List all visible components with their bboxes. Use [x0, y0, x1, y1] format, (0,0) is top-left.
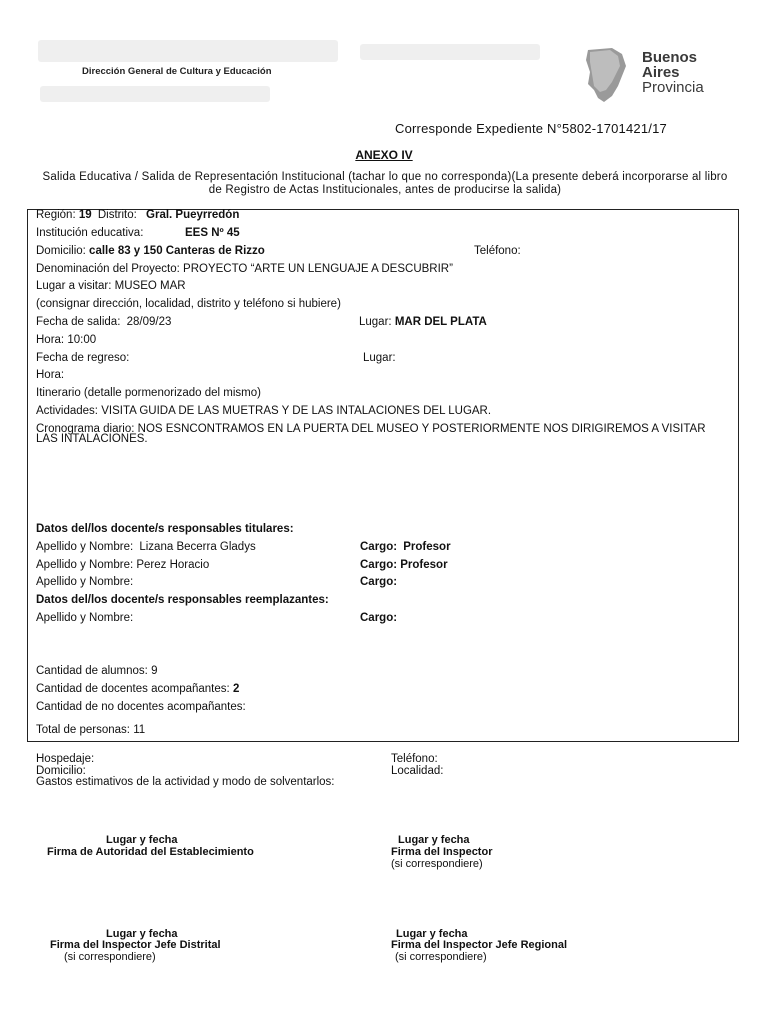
return-date-label: Fecha de regreso: — [36, 352, 130, 364]
teacher2-role-cell — [360, 559, 448, 571]
activities-value: VISITA GUIDA DE LAS MUETRAS Y DE LAS INTALACIONES DEL LUGAR. — [101, 405, 492, 417]
replacements-title: Datos del/los docente/s responsables reemplazantes: — [36, 594, 329, 606]
teacher2-row — [36, 559, 209, 571]
annex-title: ANEXO IV — [355, 148, 413, 162]
expenses-label: Gastos estimativos de la actividad y modo de solventarlos: — [36, 776, 335, 788]
departure-row — [36, 316, 171, 328]
district-value: Gral. Pueyrredón — [146, 209, 240, 221]
visit-place-label: Lugar a visitar: — [36, 280, 112, 292]
students-row — [36, 665, 158, 677]
sig4-place-date: Lugar y fecha — [396, 928, 468, 940]
teacher2-name-label: Apellido y Nombre: — [36, 559, 134, 571]
departure-time-label: Hora: — [36, 334, 65, 346]
students-label: Cantidad de alumnos: — [36, 665, 148, 677]
visit-place-row — [36, 280, 186, 292]
teacher1-role: Profesor — [403, 541, 451, 553]
lodging-address-label: Domicilio: — [36, 765, 86, 777]
return-place-label: Lugar: — [363, 352, 396, 364]
project-value: PROYECTO “ARTE UN LENGUAJE A DESCUBRIR” — [183, 263, 453, 275]
address-label: Domicilio: — [36, 245, 86, 257]
teacher1-row — [36, 541, 256, 553]
sig1-authority: Firma de Autoridad del Establecimiento — [47, 846, 254, 858]
logo-line2: Aires — [642, 64, 680, 81]
intro-text: Salida Educativa / Salida de Representación Institucional (tachar lo que no corresponda)(La presente deberá incorporarse al libro de Registro de Actas Institucionales, antes de producirse la salida) — [42, 171, 728, 196]
teacher2-role-label: Cargo: — [360, 559, 398, 571]
sig2-if-applicable: (si correspondiere) — [391, 858, 483, 870]
scan-artifact — [360, 44, 540, 60]
province-map-logo-icon — [582, 46, 628, 104]
sig1-place-date: Lugar y fecha — [106, 834, 178, 846]
return-time-label: Hora: — [36, 369, 65, 381]
students-value: 9 — [151, 665, 158, 677]
sig3-if-applicable: (si correspondiere) — [64, 951, 156, 963]
visit-place-value: MUSEO MAR — [114, 280, 186, 292]
expediente-number: Corresponde Expediente N°5802-1701421/17 — [395, 121, 667, 136]
lodging-phone-label: Teléfono: — [391, 753, 438, 765]
address-value: calle 83 y 150 Canteras de Rizzo — [89, 245, 265, 257]
itinerary-label: Itinerario (detalle pormenorizado del mismo) — [36, 387, 261, 399]
project-label: Denominación del Proyecto: — [36, 263, 180, 275]
sig3-place-date: Lugar y fecha — [106, 928, 178, 940]
teacher2-name: Perez Horacio — [136, 559, 210, 571]
departure-place-value: MAR DEL PLATA — [394, 316, 487, 328]
sig3-district-chief: Firma del Inspector Jefe Distrital — [50, 939, 221, 951]
replacement-role-label: Cargo: — [360, 612, 398, 624]
institution-row — [36, 227, 143, 239]
replacement-name-label: Apellido y Nombre: — [36, 612, 134, 624]
sig4-if-applicable: (si correspondiere) — [395, 951, 487, 963]
project-row — [36, 263, 453, 275]
total-row — [36, 724, 145, 736]
region-value: 19 — [78, 209, 92, 221]
sig2-place-date: Lugar y fecha — [398, 834, 470, 846]
teacher2-role: Profesor — [400, 559, 448, 571]
teacher1-name: Lizana Becerra Gladys — [139, 541, 256, 553]
accompanying-teachers-value: 2 — [232, 683, 240, 695]
scan-artifact — [40, 86, 270, 102]
activities-row — [36, 405, 491, 417]
teacher1-role-label: Cargo: — [360, 541, 398, 553]
total-label: Total de personas: — [36, 724, 130, 736]
department-name: Dirección General de Cultura y Educación — [82, 66, 272, 77]
logo-line1: Buenos — [642, 49, 698, 66]
logo-text — [642, 50, 704, 95]
schedule-label: Cronograma diario: — [36, 423, 135, 435]
total-value: 11 — [133, 724, 146, 736]
district-label: Distrito: — [97, 209, 137, 221]
departure-date-label: Fecha de salida: — [36, 316, 121, 328]
teacher3-name-label: Apellido y Nombre: — [36, 576, 134, 588]
non-teachers-label: Cantidad de no docentes acompañantes: — [36, 701, 246, 713]
departure-date-value: 28/09/23 — [126, 316, 172, 328]
departure-time-value: 10:00 — [67, 334, 97, 346]
activities-label: Actividades: — [36, 405, 99, 417]
sig4-regional-chief: Firma del Inspector Jefe Regional — [391, 939, 568, 951]
teachers-title: Datos del/los docente/s responsables titulares: — [36, 523, 294, 535]
teacher3-role-label: Cargo: — [360, 576, 398, 588]
lodging-label: Hospedaje: — [36, 753, 95, 765]
departure-place-label: Lugar: — [359, 316, 392, 328]
address-row — [36, 245, 265, 257]
departure-time-row — [36, 334, 96, 346]
schedule-row — [36, 424, 726, 444]
sig2-inspector: Firma del Inspector — [391, 846, 493, 858]
region-row — [36, 209, 239, 221]
teacher1-role-cell — [360, 541, 451, 553]
institution-label: Institución educativa: — [36, 227, 144, 239]
lodging-locality-label: Localidad: — [391, 765, 444, 777]
institution-value: EES Nº 45 — [185, 227, 240, 239]
scan-artifact — [38, 40, 338, 62]
teacher1-name-label: Apellido y Nombre: — [36, 541, 134, 553]
region-label: Región: — [36, 209, 76, 221]
schedule-value: NOS ESNCONTRAMOS EN LA PUERTA DEL MUSEO Y POSTERIORMENTE NOS DIRIGIREMOS A VISITAR LAS INTALACIONES. — [36, 423, 706, 445]
accompanying-teachers-row — [36, 683, 239, 695]
phone-label: Teléfono: — [474, 245, 521, 257]
accompanying-teachers-label: Cantidad de docentes acompañantes: — [36, 683, 230, 695]
visit-note: (consignar dirección, localidad, distrito y teléfono si hubiere) — [36, 298, 341, 310]
logo-line3: Provincia — [642, 79, 704, 96]
departure-place — [359, 316, 487, 328]
